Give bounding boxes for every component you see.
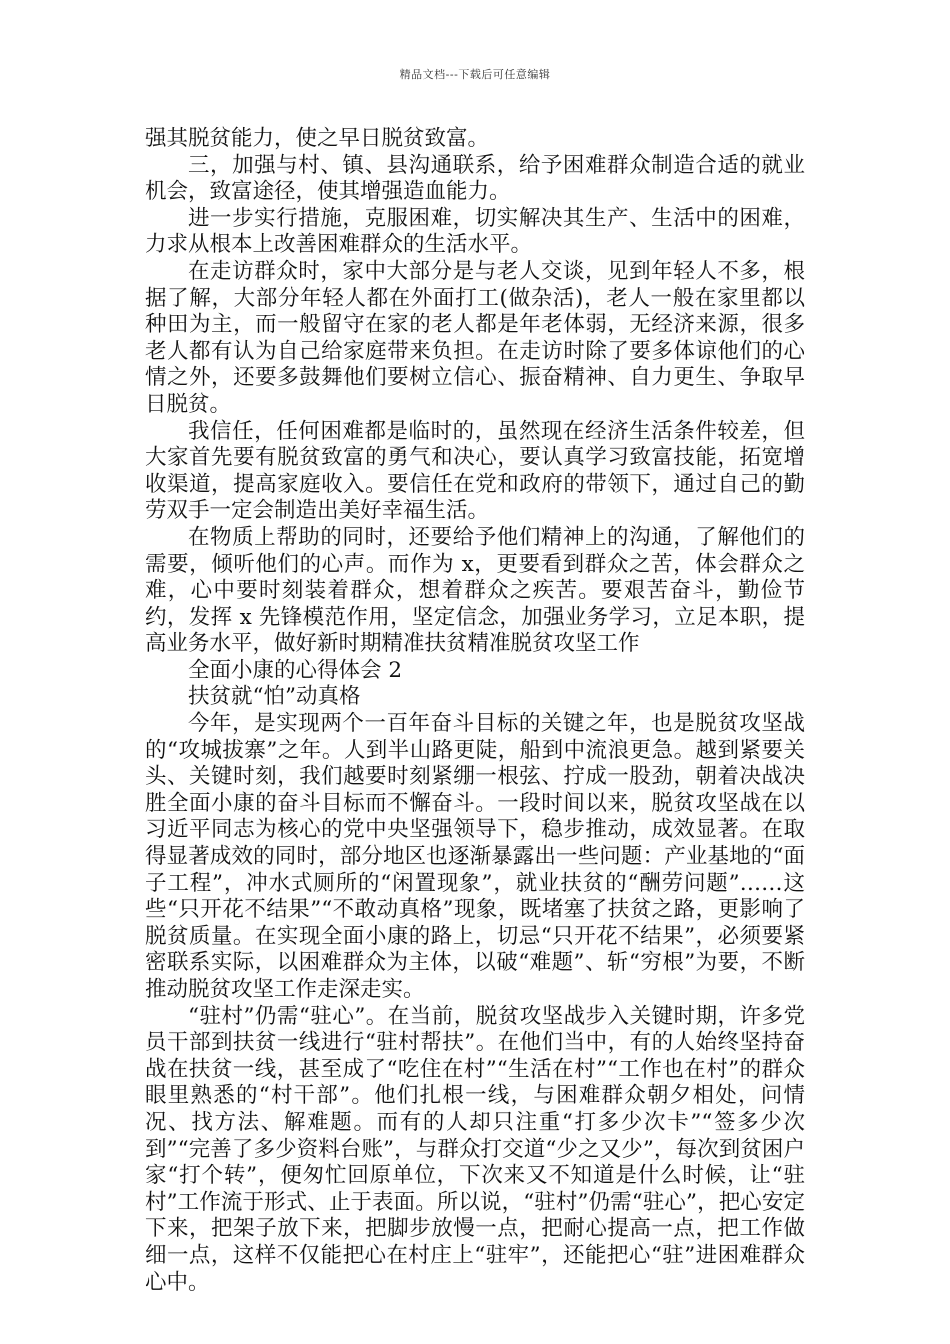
paragraph: 今年，是实现两个一百年奋斗目标的关键之年，也是脱贫攻坚战的“攻城拔寨”之年。人到半山路更陡，船到中流浪更急。越到紧要关头、关键时刻，我们越要时刻紧绷一根弦、拧成一股劲，朝着决战决胜全面小康的奋斗目标而不懈奋斗。一段时间以来，脱贫攻坚战在以习近平同志为核心的党中央坚强领导下，稳步推动，成效显著。在取得显著成效的同时，部分地区也逐渐暴露出一些问题：产业基地的“面子工程”，冲水式厕所的“闲置现象”，就业扶贫的“酬劳问题”……这些“只开花不结果”“不敢动真格”现象，既堵塞了扶贫之路，更影响了脱贫质量。在实现全面小康的路上，切忌“只开花不结果”，必须要紧密联系实际，以困难群众为主体，以破“难题”、斩“穷根”为要，不断推动脱贫攻坚工作走深走实。 — [145, 711, 805, 1002]
paragraph-continuation: 强其脱贫能力，使之早日脱贫致富。 — [145, 126, 490, 151]
paragraph: 进一步实行措施，克服困难，切实解决其生产、生活中的困难，力求从根本上改善困难群众的生活水平。 — [145, 205, 805, 258]
paragraph: 三，加强与村、镇、县沟通联系，给予困难群众制造合适的就业机会，致富途径，使其增强造血能力。 — [145, 152, 805, 205]
article-title: 扶贫就“怕”动真格 — [188, 684, 361, 710]
paragraph: 在物质上帮助的同时，还要给予他们精神上的沟通，了解他们的需要，倾听他们的心声。而作为 x，更要看到群众之苦，体会群众之难，心中要时刻装着群众，想着群众之疾苦。要艰苦奋斗，勤俭节约，发挥 x 先锋模范作用，坚定信念，加强业务学习，立足本职，提高业务水平，做好新时期精准扶贫精准脱贫攻坚工作 — [145, 524, 805, 657]
paragraph: 在走访群众时，家中大部分是与老人交谈，见到年轻人不多，根据了解，大部分年轻人都在外面打工(做杂活)，老人一般在家里都以种田为主，而一般留守在家的老人都是年老体弱，无经济来源，很多老人都有认为自己给家庭带来负担。在走访时除了要多体谅他们的心情之外，还要多鼓舞他们要树立信心、振奋精神、自力更生、争取早日脱贫。 — [145, 258, 805, 417]
paragraph: 我信任，任何困难都是临时的，虽然现在经济生活条件较差，但大家首先要有脱贫致富的勇气和决心，要认真学习致富技能，拓宽增收渠道，提高家庭收入。要信任在党和政府的带领下，通过自己的勤劳双手一定会制造出美好幸福生活。 — [145, 418, 805, 524]
page-header: 精品文档---下载后可任意编辑 — [399, 68, 551, 81]
document-body — [145, 126, 805, 1296]
section-heading: 全面小康的心得体会 2 — [188, 657, 403, 683]
paragraph: “驻村”仍需“驻心”。在当前，脱贫攻坚战步入关键时期，许多党员干部到扶贫一线进行“驻村帮扶”。在他们当中，有的人始终坚持奋战在扶贫一线，甚至成了“吃住在村”“生活在村”“工作也在村”的群众眼里熟悉的“村干部”。他们扎根一线，与困难群众朝夕相处，问情况、找方法、解难题。而有的人却只注重“打多少次卡”“签多少次到”“完善了多少资料台账”，与群众打交道“少之又少”，每次到贫困户家“打个转”，便匆忙回原单位，下次来又不知道是什么时候，让“驻村”工作流于形式、止于表面。所以说，“驻村”仍需“驻心”，把心安定下来，把架子放下来，把脚步放慢一点，把耐心提高一点，把工作做细一点，这样不仅能把心在村庄上“驻牢”，还能把心“驻”进困难群众心中。 — [145, 1003, 805, 1295]
